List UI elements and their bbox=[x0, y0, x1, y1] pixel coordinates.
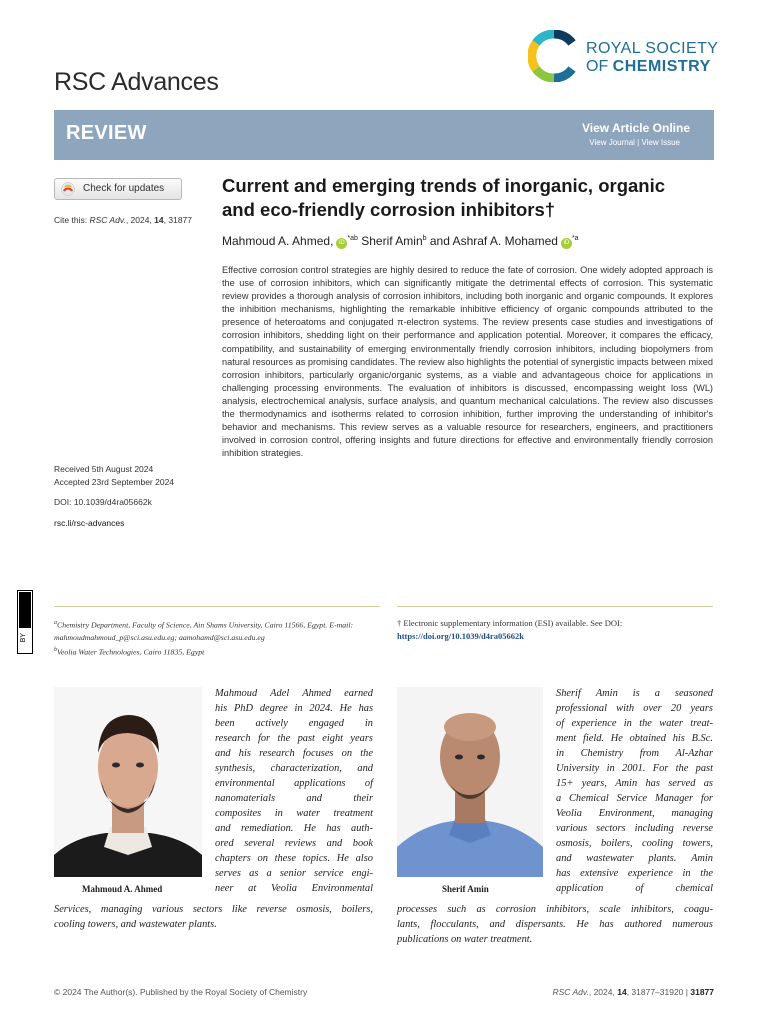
bio-line: nanomaterials and their bbox=[215, 793, 373, 804]
bio-line: serves as a senior service engi- bbox=[215, 868, 373, 879]
view-article-online-link[interactable]: View Article Online bbox=[581, 121, 690, 135]
article-title: Current and emerging trends of inorganic, organic and eco-friendly corrosion inhibitors† bbox=[222, 175, 666, 220]
article-type: REVIEW bbox=[66, 122, 147, 144]
rsc-ring-icon bbox=[528, 30, 580, 82]
bio-line: research for the past eight years bbox=[215, 733, 373, 744]
bio-line: 15+ years, Amin has served as bbox=[556, 778, 713, 789]
bio-line: professional with over 20 years bbox=[556, 703, 713, 714]
bio-line: and his research focuses on the bbox=[215, 748, 373, 759]
author-photo-sherif bbox=[397, 687, 543, 877]
bio-line: osmosis, boilers, cooling towers, bbox=[556, 838, 713, 849]
bio-line: and remediation. He has auth- bbox=[215, 823, 373, 834]
cc-by-badge bbox=[17, 590, 33, 654]
bio-line: ored several reviews and book bbox=[215, 838, 373, 849]
bio-line: been actively engaged in bbox=[215, 718, 373, 729]
footer-citation: RSC Adv., 2024, 14, 31877–31920 | 31877 bbox=[552, 987, 714, 997]
bio-line: Veolia Environment, managing bbox=[556, 808, 713, 819]
footnote-divider bbox=[54, 606, 380, 607]
journal-title: RSC Advances bbox=[54, 68, 219, 96]
journal-link[interactable]: rsc.li/rsc-advances bbox=[54, 518, 125, 528]
publisher-line1: ROYAL SOCIETY bbox=[586, 40, 719, 57]
orcid-icon[interactable]: iD bbox=[561, 238, 572, 249]
esi-doi-link[interactable]: https://doi.org/10.1039/d4ra05662k bbox=[397, 630, 525, 641]
rsc-logo bbox=[528, 30, 718, 86]
bio-name-sherif: Sherif Amin bbox=[442, 884, 489, 894]
cc-icon bbox=[19, 592, 31, 628]
affiliations: $^a$Chemistry Department, Faculty of Science, Ain Shams University, Cairo 11566, Egypt. E-mail: mahmoudmahmoud_p@sci.asu.edu.eg; aamohamd@sci.asu.edu.eg $^b$Veolia Water Technologies, Cairo 11835, Egypt bbox=[54, 620, 354, 657]
abstract: Effective corrosion control strategies are highly desired to reduce the fate of corrosion. One widely adopted approach is the use of corrosion inhibitors, which can significantly mitigate the detrimental effects of corrosion. This systematic review provides a thorough analysis of corrosion inhibitors, including both inorganic and organic compounds. It explores the inhibition mechanisms, highlighting the remarkable inhibitive efficiency of organic compounds attributed to the presence of heteroatoms and conjugated π-electron systems. The review presents case studies and investigations of corrosion inhibitors, shedding light on their performance and application potential. Moreover, it compares the efficacy, compatibility, and sustainability of emerging environmentally friendly corrosion inhibitors, including biopolymers from natural resources as promising candidates. The review also highlights the potential of synergistic impacts between mixed corrosion inhibitors, particularly organic/organic systems, as a viable and advantageous choice for applications in challenging processing environments. The evaluation of inhibitors is discussed, encompassing weight loss (WL) analysis, electrochemical analysis, surface analysis, and quantum mechanical calculations. The review also discusses the thermodynamics and isotherms related to corrosion inhibition, further improving the understanding of inhibitor's behavior and mechanisms. This review serves as a valuable resource for researchers, engineers, and practitioners involved in corrosion control, offering insights and future directions for effective and environmentally friendly corrosion inhibition strategies. bbox=[222, 265, 713, 459]
esi-note: † Electronic supplementary information (ESI) available. See DOI: https://doi.org/10.1039/d4ra05662k bbox=[397, 618, 623, 641]
bio-line: Services, managing various sectors like reverse osmosis, boilers, bbox=[54, 904, 373, 915]
footer-copyright: © 2024 The Author(s). Published by the Royal Society of Chemistry bbox=[54, 987, 308, 997]
doi: DOI: 10.1039/d4ra05662k bbox=[54, 497, 152, 507]
check-updates-icon bbox=[61, 182, 75, 196]
bio-line: environmental applications of bbox=[215, 778, 373, 789]
bio-line: Mahmoud Adel Ahmed earned bbox=[215, 688, 373, 699]
bio-line: composites in water treatment bbox=[215, 808, 373, 819]
bio-line: application of chemical bbox=[556, 883, 713, 894]
bio-line: chapters on these topics. He also bbox=[215, 853, 373, 864]
portrait-icon bbox=[54, 687, 202, 877]
bio-line: and wastewater plants. Amin bbox=[556, 853, 713, 864]
bio-line: synthesis, characterization, and bbox=[215, 763, 373, 774]
received-accepted: Received 5th August 2024 Accepted 23rd September 2024 bbox=[54, 464, 175, 487]
author-photo-mahmoud bbox=[54, 687, 202, 877]
license-label: BY bbox=[20, 633, 27, 643]
bio-line: has extensive experience in the bbox=[556, 868, 713, 879]
bio-line: Sherif Amin is a seasoned bbox=[556, 688, 713, 699]
bio-line: ment field. He obtained his B.Sc. bbox=[556, 733, 713, 744]
review-banner bbox=[54, 110, 714, 160]
publisher-line2: OF CHEMISTRY bbox=[586, 58, 711, 75]
orcid-icon[interactable]: iD bbox=[336, 238, 347, 249]
bio-line: cooling towers, and wastewater plants. bbox=[54, 919, 217, 930]
bio-line: processes such as corrosion inhibitors, scale inhibitors, coagu- bbox=[397, 904, 713, 915]
check-updates-label: Check for updates bbox=[83, 183, 165, 194]
bio-line: of experience in the water treat- bbox=[556, 718, 713, 729]
bio-line: various sectors including reverse bbox=[556, 823, 713, 834]
bio-line: a Chemical Service Manager for bbox=[556, 793, 713, 804]
author-list: Mahmoud A. Ahmed, $iD^{*ab}$ Sherif Amin$^b$ and Ashraf A. Mohamed $iD^{*a}$ bbox=[222, 234, 579, 248]
bio-line: in Chemistry from Al-Azhar bbox=[556, 748, 713, 759]
view-journal-issue-links[interactable]: View Journal | View Issue bbox=[589, 138, 680, 147]
cite-this: Cite this: RSC Adv., 2024, 14, 31877 bbox=[54, 215, 193, 225]
footnote-divider bbox=[397, 606, 713, 607]
bio-line: neer at Veolia Environmental bbox=[215, 883, 373, 894]
bio-line: lants, flocculants, and dispersants. He has authored numerous bbox=[397, 919, 713, 930]
bio-name-mahmoud: Mahmoud A. Ahmed bbox=[82, 884, 163, 894]
bio-line: University in 2001. For the past bbox=[556, 763, 713, 774]
check-updates-button[interactable] bbox=[54, 178, 182, 200]
bio-line: his PhD degree in 2024. He has bbox=[215, 703, 373, 714]
bio-line: publications on water treatment. bbox=[397, 934, 533, 945]
portrait-icon bbox=[397, 687, 543, 877]
